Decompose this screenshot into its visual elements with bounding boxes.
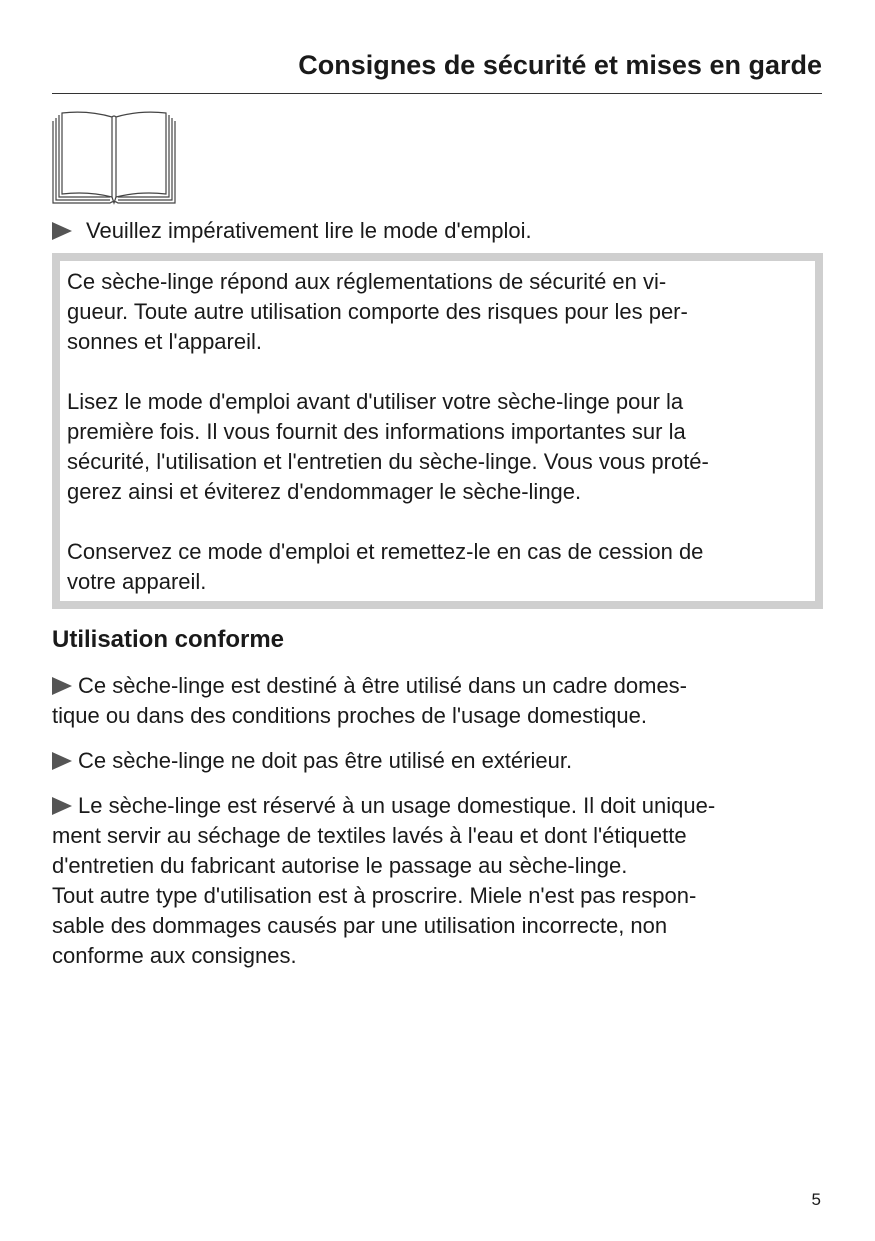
spacer — [52, 776, 817, 791]
list-item — [52, 671, 817, 731]
list-item-text: Ce sèche-linge est destiné à être utilisé dans un cadre domes- tique ou dans des conditions proches de l'usage domestique. — [52, 673, 688, 728]
safety-notice-box — [52, 253, 823, 609]
intro-instruction-text: Veuillez impérativement lire le mode d'emploi. — [86, 218, 532, 243]
open-book-icon — [52, 111, 176, 205]
page-title: Consignes de sécurité et mises en garde — [298, 50, 822, 80]
list-item — [52, 791, 817, 971]
usage-rules-list — [52, 671, 817, 971]
arrow-right-icon — [52, 222, 72, 240]
list-item — [52, 746, 817, 776]
list-item-text: Le sèche-linge est réservé à un usage domestique. Il doit unique- ment servir au séchage de textiles lavés à l'eau et dont l'étiquette d'entretien du fabricant autorise le passage au sèche-linge. Tout autre type d'utilisation est à proscrire. Miele n'est pas respon- sable des dommages causés par une utilisation incorrecte, non conforme aux consignes. — [52, 793, 716, 968]
arrow-right-icon — [52, 677, 72, 695]
notice-paragraph-3: Conservez ce mode d'emploi et remettez-le en cas de cession de votre appareil. — [67, 539, 704, 594]
intro-instruction — [52, 216, 532, 246]
page-header — [52, 50, 822, 94]
notice-paragraph-2: Lisez le mode d'emploi avant d'utiliser votre sèche-linge pour la première fois. Il vous fournit des informations importantes sur la sécurité, l'utilisation et l'entretien du sèche-linge. Vous vous proté- gerez ainsi et éviterez d'endommager le sèche-linge. — [67, 389, 709, 504]
arrow-right-icon — [52, 752, 72, 770]
arrow-right-icon — [52, 797, 72, 815]
spacer — [52, 731, 817, 746]
list-item-text: Ce sèche-linge ne doit pas être utilisé en extérieur. — [78, 748, 573, 773]
section-heading: Utilisation conforme — [52, 626, 285, 653]
page-number: 5 — [811, 1190, 821, 1209]
notice-paragraph-1: Ce sèche-linge répond aux réglementations de sécurité en vi- gueur. Toute autre utilisation comporte des risques pour les per- sonnes et l'appareil. — [67, 269, 688, 354]
